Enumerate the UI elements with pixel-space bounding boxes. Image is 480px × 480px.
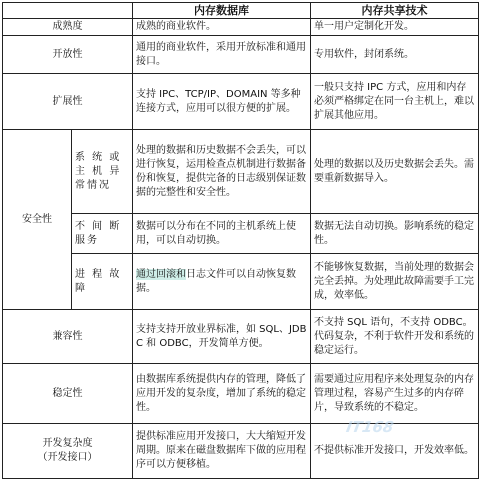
row-extensibility xyxy=(3,74,479,130)
maturity-mem-db: 成熟的商业软件。 xyxy=(133,19,311,36)
dev-complexity-label xyxy=(3,424,133,479)
dev-complexity-label-line1: 开发复杂度 xyxy=(42,438,93,449)
extensibility-label: 扩展性 xyxy=(3,74,133,130)
openness-mem-db: 通用的商业软件，采用开放标准和通用接口。 xyxy=(133,36,311,74)
maturity-shared: 单一用户定制化开发。 xyxy=(311,19,479,36)
row-compatibility xyxy=(3,310,479,364)
dev-complexity-mem-db: 提供标准应用开发接口，大大缩短开发周期。原来在磁盘数据库下做的应用程序可以方便移植。 xyxy=(133,424,311,479)
header-row xyxy=(3,3,479,19)
stability-label: 稳定性 xyxy=(3,364,133,424)
service-mem-db: 数据可以分布在不同的主机系统上使用，可以自动切换。 xyxy=(133,214,311,254)
extensibility-mem-db: 支持 IPC、TCP/IP、DOMAIN 等多种连接方式，应用可以很方便的扩展。 xyxy=(133,74,311,130)
watermark-logo: IT168 xyxy=(344,418,396,436)
stability-mem-db: 由数据库系统提供内存的管理，降低了应用开发的复杂度，增加了系统的稳定性。 xyxy=(133,364,311,424)
header-mem-db: 内存数据库 xyxy=(133,3,311,19)
host-failure-mem-db: 处理的数据和历史数据不会丢失，可以进行恢复，运用检查点机制进行数据备份和恢复，提供完备的日志级别保证数据的完整性和安全性。 xyxy=(133,130,311,214)
compatibility-label: 兼容性 xyxy=(3,310,133,364)
compatibility-mem-db: 支持支持开放业界标准，如 SQL、JDBC 和 ODBC，开发简单方便。 xyxy=(133,310,311,364)
extensibility-shared: 一般只支持 IPC 方式，应用和内存必须严格绑定在同一台主机上，难以扩展其他应用。 xyxy=(311,74,479,130)
openness-label: 开放性 xyxy=(3,36,133,74)
process-fault-shared: 不能够恢复数据，当前处理的数据会完全丢掉。为处理此故障需要手工完成，效率低。 xyxy=(311,254,479,310)
row-security-process-fault xyxy=(3,254,479,310)
process-fault-highlight: 通过回滚和 xyxy=(136,268,186,280)
process-fault-label: 进 程 故 障 xyxy=(72,254,133,310)
compatibility-shared: 不支持 SQL 语句，不支持 ODBC。代码复杂，不利于软件开发和系统的稳定运行。 xyxy=(311,310,479,364)
process-fault-mem-db xyxy=(133,254,311,310)
row-stability xyxy=(3,364,479,424)
maturity-label: 成熟度 xyxy=(3,19,133,36)
host-failure-shared: 处理的数据以及历史数据会丢失。需要重新数据导入。 xyxy=(311,130,479,214)
row-dev-complexity xyxy=(3,424,479,479)
dev-complexity-shared: 不提供标准开发接口，开发效率低。 xyxy=(311,424,479,479)
comparison-table xyxy=(2,2,479,479)
security-label: 安全性 xyxy=(3,130,72,310)
dev-complexity-label-line2: （开发接口） xyxy=(37,452,98,463)
process-fault-mem-db-rest: 日志文件可以自动恢复数据。 xyxy=(136,268,296,294)
row-security-host-failure xyxy=(3,130,479,214)
row-maturity xyxy=(3,19,479,36)
row-openness xyxy=(3,36,479,74)
service-label: 不 间 断 服务 xyxy=(72,214,133,254)
service-shared: 数据无法自动切换。影响系统的稳定性。 xyxy=(311,214,479,254)
header-shared-mem: 内存共享技术 xyxy=(311,3,479,19)
header-corner xyxy=(3,3,133,19)
row-security-service xyxy=(3,214,479,254)
stability-shared: 需要通过应用程序来处理复杂的内存管理过程，容易产生过多的内存碎片，导致系统的不稳定。 xyxy=(311,364,479,424)
host-failure-label: 系 统 或 主 机 异 常情况 xyxy=(72,130,133,214)
openness-shared: 专用软件，封闭系统。 xyxy=(311,36,479,74)
